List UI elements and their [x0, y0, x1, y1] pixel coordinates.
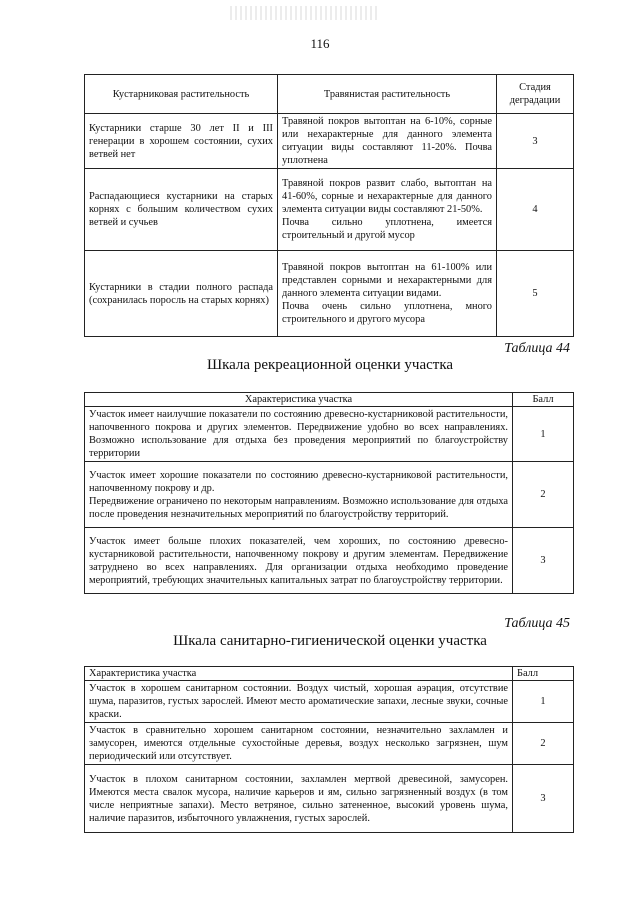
- table-45-caption: Таблица 45: [504, 616, 570, 631]
- characteristic-cell: Участок имеет больше плохих показателей, чем хороших, по состоянию древесно-кустарниковой растительности, напочвенному покрову и другим элементам. Передвижение затруднено во всех направлениях. Для организации отдыха необходимо проведение мероприятий, требующих значительных капитальных затрат по благоустройству территории.: [85, 528, 513, 594]
- table-row: [85, 251, 574, 337]
- table-row: [85, 169, 574, 251]
- table-row: [85, 723, 574, 765]
- characteristic-text-2: Передвижение ограничено по некоторым направлениям. Возможно использование для отдыха после проведения незначительных мероприятий по благоустройству территорий.: [89, 495, 508, 520]
- grass-text-2: Почва сильно уплотнена, имеется строительный и другой мусор: [282, 217, 492, 241]
- shrub-cell: Кустарники старше 30 лет II и III генерации в хорошем состоянии, сухих ветвей нет: [85, 114, 278, 169]
- table-row: [85, 114, 574, 169]
- recreation-score-table: [84, 392, 574, 594]
- grass-text: Травяной покров развит слабо, вытоптан на 41-60%, сорные и нехарактерные для данного элемента ситуации виды составляют 21-50%.: [282, 178, 492, 215]
- sanitary-score-table: [84, 666, 574, 833]
- shrub-cell: Распадающиеся кустарники на старых корнях с большим количеством сухих ветвей и сучьев: [85, 169, 278, 251]
- characteristic-cell: [85, 462, 513, 528]
- header-shrub: Кустарниковая растительность: [85, 75, 278, 114]
- shrub-cell: Кустарники в стадии полного распада (сохранилась поросль на старых корнях): [85, 251, 278, 337]
- header-stage: Стадия деградации: [497, 75, 574, 114]
- score-cell: 2: [513, 723, 574, 765]
- table-44-title: Шкала рекреационной оценки участка: [206, 357, 454, 373]
- stage-cell: 3: [497, 114, 574, 169]
- grass-text: Травяной покров вытоптан на 61-100% или представлен сорными и нехарактерными для данного элемента ситуации видами.: [282, 262, 492, 299]
- header-grass: Травянистая растительность: [278, 75, 497, 114]
- score-cell: 3: [513, 765, 574, 833]
- header-score: Балл: [513, 667, 574, 681]
- grass-cell: Травяной покров вытоптан на 6-10%, сорные или нехарактерные для данного элемента ситуации виды составляют 11-20%. Почва уплотнена: [278, 114, 497, 169]
- characteristic-cell: Участок в хорошем санитарном состоянии. Воздух чистый, хорошая аэрация, отсутствие шума, паразитов, густых зарослей. Имеют место ароматические запахи, лесные звуки, сочные краски.: [85, 681, 513, 723]
- table-45-title: Шкала санитарно-гигиенической оценки участка: [173, 633, 487, 649]
- table-row: [85, 407, 574, 462]
- table-row: [85, 681, 574, 723]
- table-header-row: [85, 393, 574, 407]
- characteristic-cell: Участок имеет наилучшие показатели по состоянию древесно-кустарниковой растительности, напочвенного покрова и других элементов. Передвижение удобно во всех направлениях. Возможно использование для отдыха без проведения мероприятий по благоустройству территории: [85, 407, 513, 462]
- table-row: [85, 528, 574, 594]
- characteristic-text: Участок имеет хорошие показатели по состоянию древесно-кустарниковой растительности, напочвенному покрову и др.: [89, 469, 508, 494]
- table-header-row: [85, 75, 574, 114]
- grass-cell: [278, 251, 497, 337]
- scan-smudge: [230, 6, 380, 20]
- characteristic-cell: Участок в сравнительно хорошем санитарном состоянии, незначительно захламлен и замусорен, имеются отдельные сухостойные деревья, воздух несколько загрязнен, шум периодический или отсутствует.: [85, 723, 513, 765]
- grass-text-2: Почва очень сильно уплотнена, много строительного и другого мусора: [282, 301, 492, 325]
- score-cell: 2: [513, 462, 574, 528]
- stage-cell: 4: [497, 169, 574, 251]
- score-cell: 3: [513, 528, 574, 594]
- score-cell: 1: [513, 407, 574, 462]
- table-row: [85, 462, 574, 528]
- grass-cell: [278, 169, 497, 251]
- table-row: [85, 765, 574, 833]
- header-score: Балл: [513, 393, 574, 407]
- stage-cell: 5: [497, 251, 574, 337]
- table-44-caption: Таблица 44: [504, 341, 570, 356]
- characteristic-cell: Участок в плохом санитарном состоянии, захламлен мертвой древесиной, замусорен. Имеются места свалок мусора, наличие карьеров и ям, сильно загрязненный воздух (в том числе неприятные запахи). Место ветряное, сильно затененное, высокий уровень шума, наличие паразитов, избыточного увлажнения, густых зарослей.: [85, 765, 513, 833]
- page-number: 116: [310, 36, 330, 51]
- header-characteristic: Характеристика участка: [85, 667, 513, 681]
- degradation-table: [84, 74, 574, 337]
- score-cell: 1: [513, 681, 574, 723]
- table-header-row: [85, 667, 574, 681]
- header-characteristic: Характеристика участка: [85, 393, 513, 407]
